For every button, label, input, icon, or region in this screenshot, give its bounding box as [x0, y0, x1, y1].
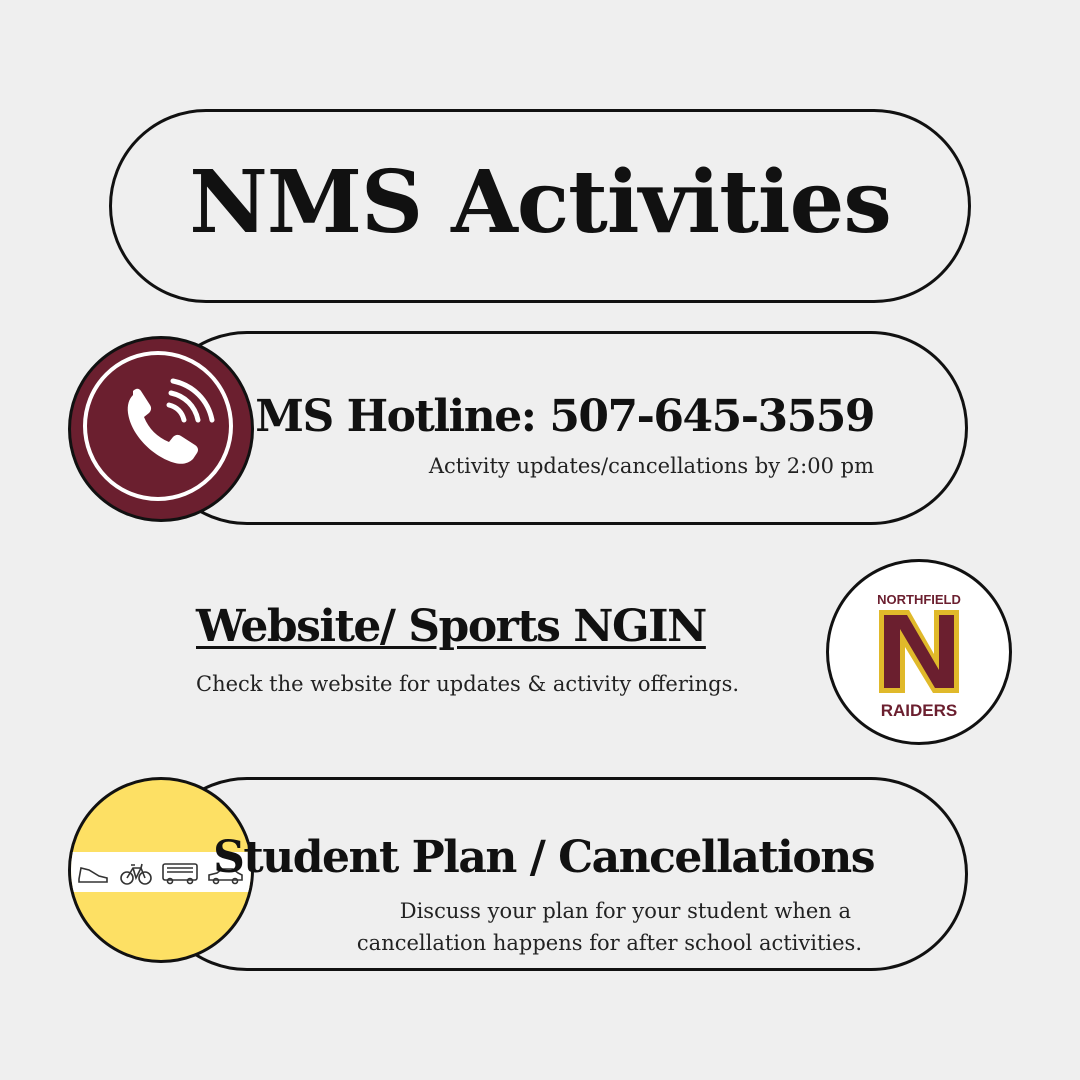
hotline-heading: MS Hotline: 507-645-3559	[255, 391, 874, 442]
shoe-icon	[79, 868, 107, 882]
phone-badge	[68, 336, 254, 522]
plan-subtext	[357, 895, 862, 959]
page-title: NMS Activities	[189, 152, 891, 253]
hotline-subtext: Activity updates/cancellations by 2:00 pm	[428, 454, 874, 478]
bicycle-icon	[121, 864, 151, 884]
website-subtext: Check the website for updates & activity offerings.	[196, 672, 740, 696]
website-link[interactable]: Website/ Sports NGIN	[196, 601, 706, 652]
bus-icon	[163, 864, 197, 884]
plan-subtext-line-1: Discuss your plan for your student when a	[399, 899, 851, 923]
logo-bottom-text: RAIDERS	[880, 701, 958, 720]
phone-icon	[71, 339, 251, 519]
logo-top-text: NORTHFIELD	[877, 592, 961, 607]
raiders-logo	[826, 559, 1012, 745]
plan-subtext-line-2: cancellation happens for after school activities.	[356, 931, 862, 955]
plan-heading: Student Plan / Cancellations	[213, 832, 874, 883]
title-banner	[109, 109, 971, 303]
